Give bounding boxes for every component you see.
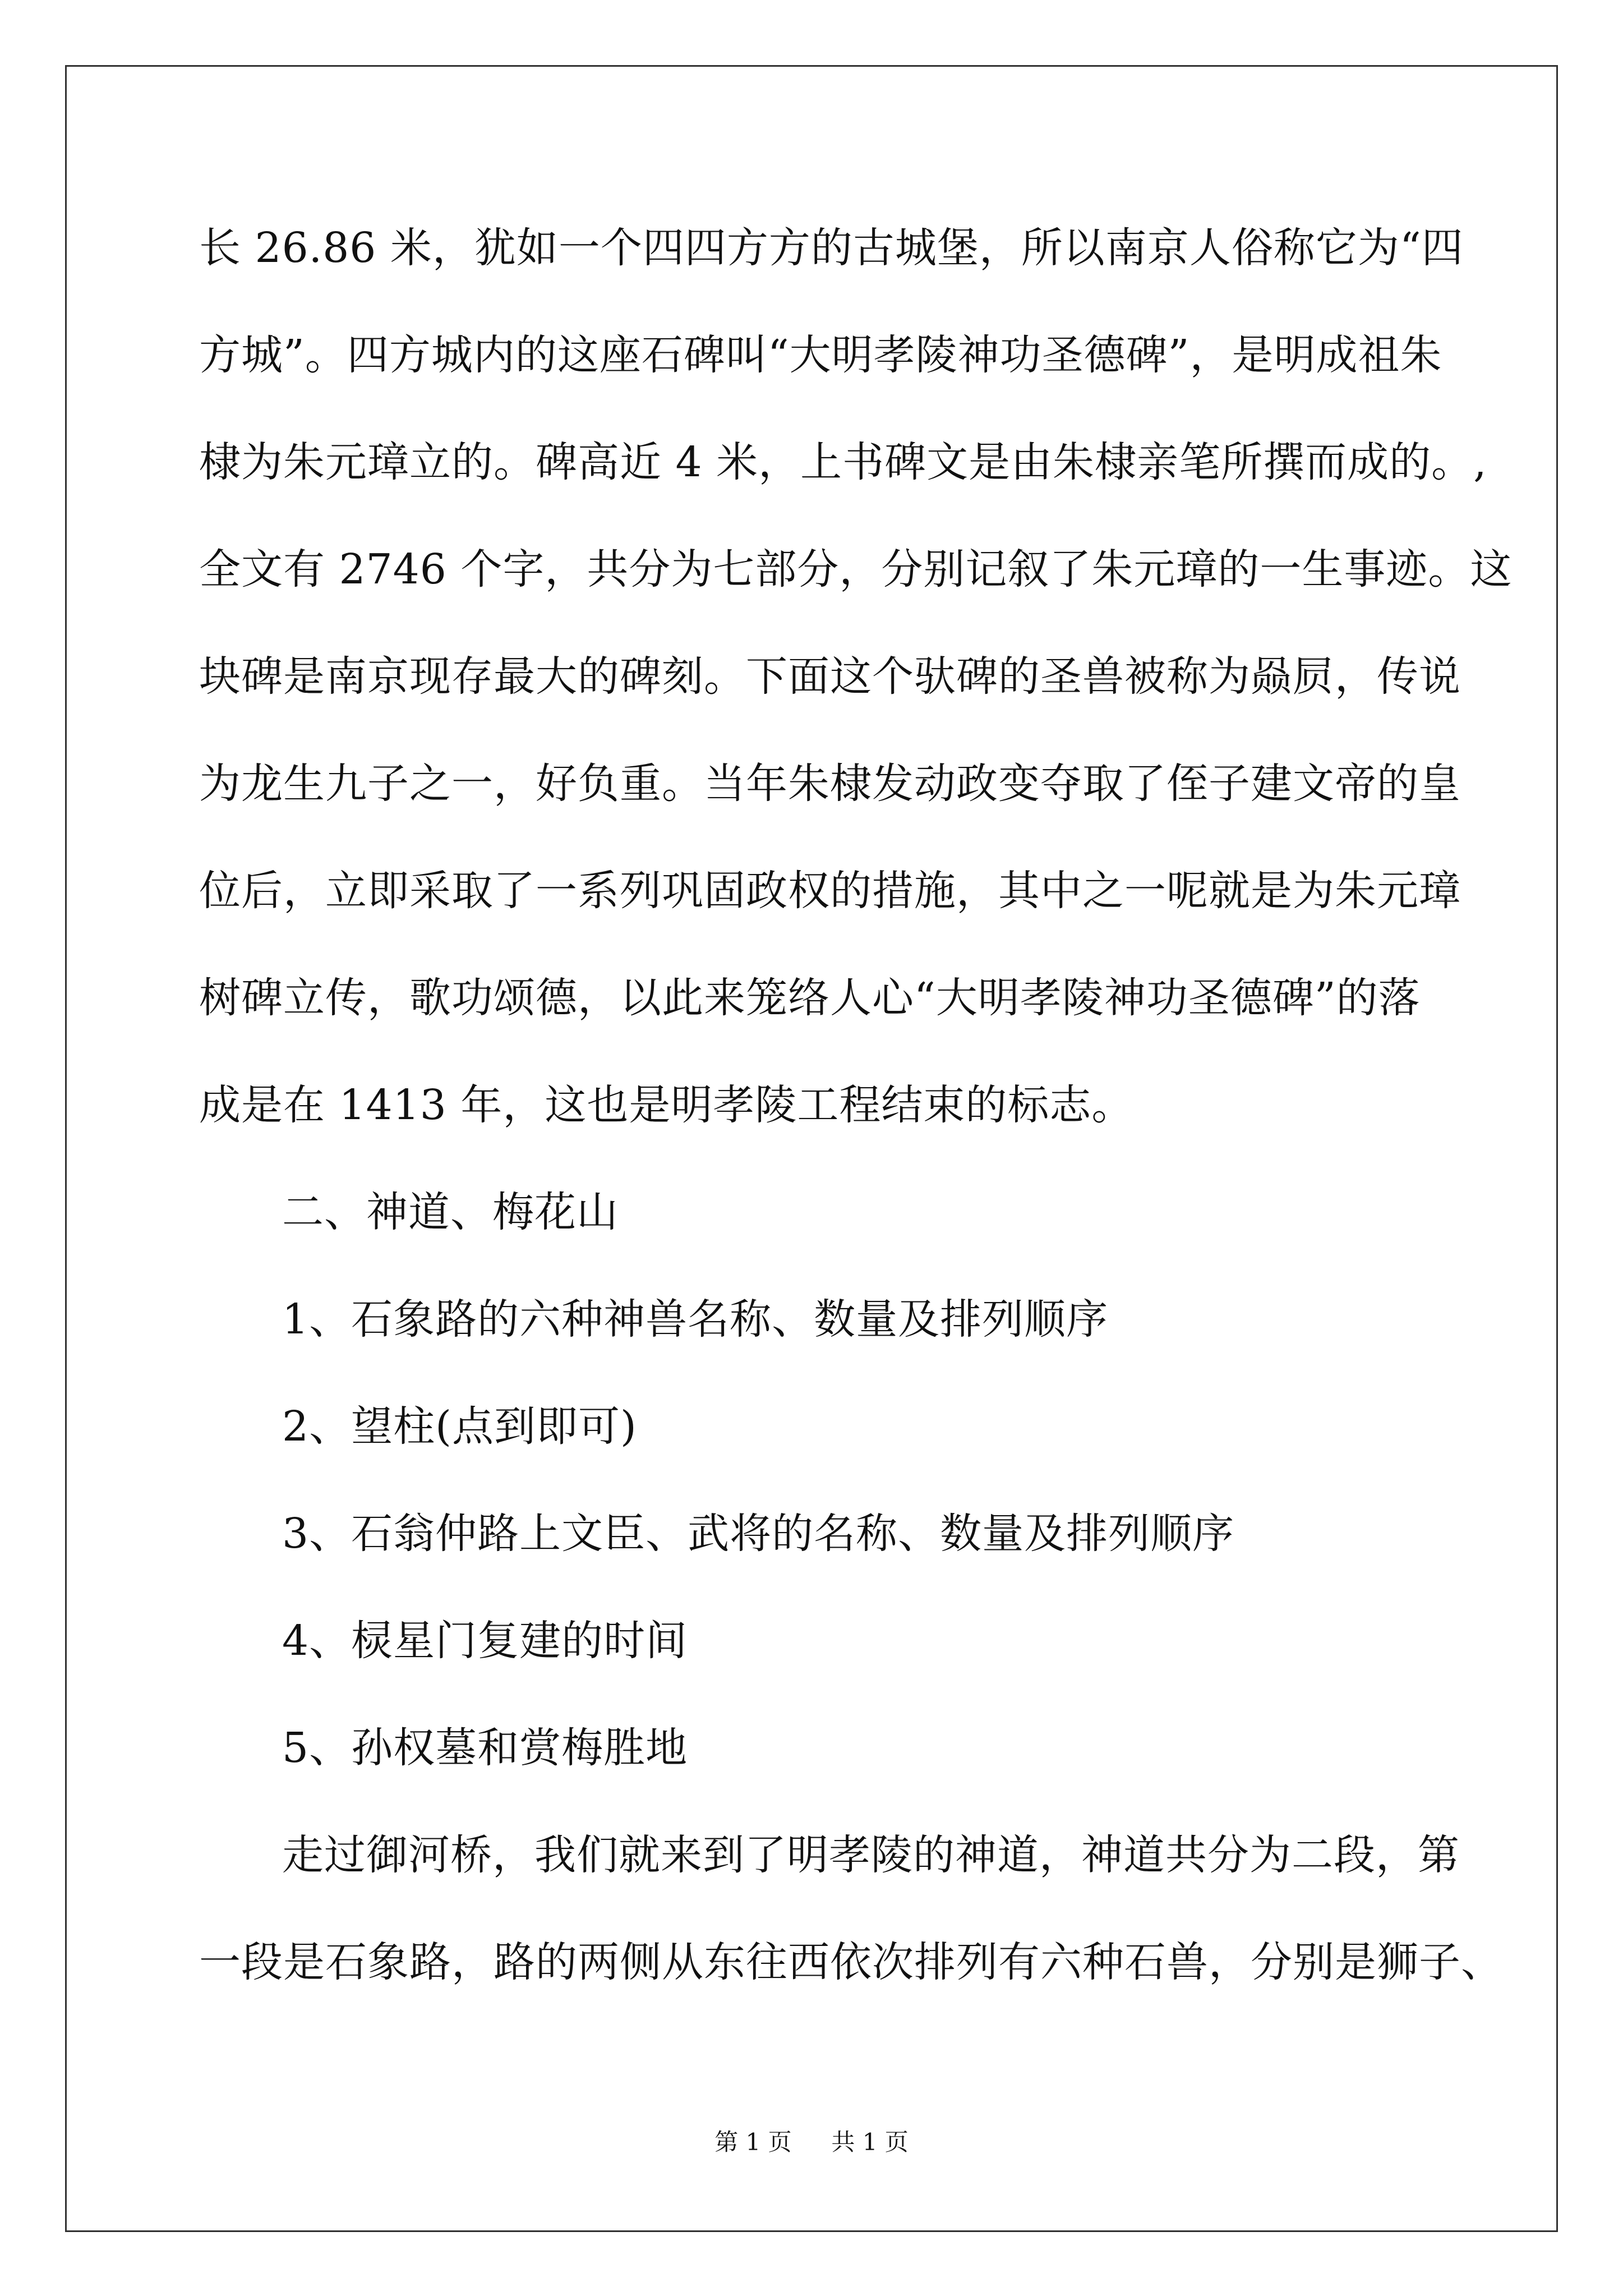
page-border: [65, 65, 1558, 2232]
page-footer: [0, 2128, 1623, 2156]
paragraph-line: 一段是石象路，路的两侧从东往西依次排列有六种石兽，分别是狮子、: [199, 1938, 1503, 1986]
list-item: 3、石翁仲路上文臣、武将的名称、数量及排列顺序: [282, 1510, 1235, 1558]
paragraph-line: 棣为朱元璋立的。碑高近 4 米，上书碑文是由朱棣亲笔所撰而成的。,: [199, 438, 1487, 486]
paragraph-line: 树碑立传，歌功颂德，以此来笼络人心“大明孝陵神功圣德碑”的落: [199, 974, 1421, 1022]
list-item: 5、孙权墓和赏梅胜地: [282, 1724, 688, 1772]
list-item: 4、棂星门复建的时间: [282, 1617, 688, 1665]
list-item: 1、石象路的六种神兽名称、数量及排列顺序: [282, 1295, 1109, 1343]
list-item: 2、望柱(点到即可): [282, 1402, 637, 1451]
paragraph-line: 位后，立即采取了一系列巩固政权的措施，其中之一呢就是为朱元璋: [199, 867, 1461, 915]
page-number: 第 1 页: [714, 2128, 792, 2156]
paragraph-line: 走过御河桥，我们就来到了明孝陵的神道，神道共分为二段，第: [282, 1831, 1460, 1879]
paragraph-line: 成是在 1413 年，这也是明孝陵工程结束的标志。: [199, 1081, 1134, 1129]
paragraph-line: 块碑是南京现存最大的碑刻。下面这个驮碑的圣兽被称为赑屃，传说: [199, 652, 1461, 701]
section-heading: 二、神道、梅花山: [282, 1188, 619, 1236]
page-total: 共 1 页: [831, 2128, 909, 2156]
paragraph-line: 方城”。四方城内的这座石碑叫“大明孝陵神功圣德碑”，是明成祖朱: [199, 331, 1442, 379]
paragraph-line: 长 26.86 米，犹如一个四四方方的古城堡，所以南京人俗称它为“四: [199, 224, 1464, 272]
paragraph-line: 为龙生九子之一，好负重。当年朱棣发动政变夺取了侄子建文帝的皇: [199, 760, 1461, 808]
paragraph-line: 全文有 2746 个字，共分为七部分，分别记叙了朱元璋的一生事迹。这: [199, 545, 1513, 593]
